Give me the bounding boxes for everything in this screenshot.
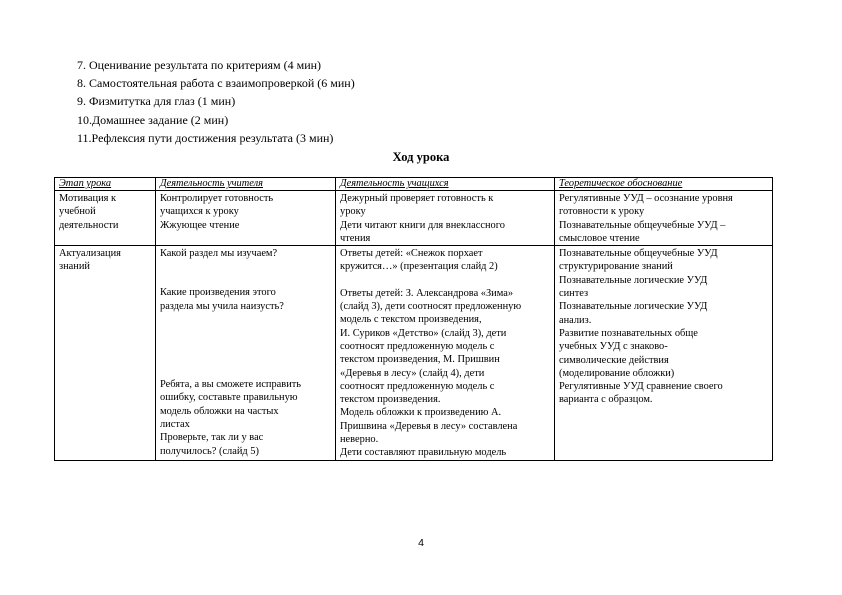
cell-line: раздела мы учила наизусть? xyxy=(160,300,284,312)
table-header-row xyxy=(55,178,773,191)
header-teacher: Деятельность учителя xyxy=(156,178,336,191)
spacer xyxy=(160,326,331,339)
cell-line: соотносят предложенную модель с xyxy=(340,340,495,352)
cell-line: Познавательные логические УУД xyxy=(559,301,708,313)
cell-line: учебной xyxy=(59,206,96,218)
cell-line: Регулятивные УУД сравнение своего xyxy=(559,381,723,393)
cell-line: варианта с образцом. xyxy=(559,394,653,406)
cell-line: синтез xyxy=(559,288,589,300)
spacer xyxy=(160,339,331,352)
cell-line: соотносят предложенную модель с xyxy=(340,380,495,392)
spacer xyxy=(340,274,550,287)
plan-item: 9. Физмитутка для глаз (1 мин) xyxy=(77,94,236,109)
page-number: 4 xyxy=(418,537,424,549)
cell-stage xyxy=(55,191,156,246)
cell-line: Развитие познавательных обще xyxy=(559,327,698,339)
cell-line: модель обложки на частых xyxy=(160,405,279,417)
cell-teacher xyxy=(156,191,336,246)
cell-line: учащихся к уроку xyxy=(160,206,239,218)
spacer xyxy=(160,352,331,365)
cell-line: Дежурный проверяет готовность к xyxy=(340,193,494,204)
cell-line: получилось? (слайд 5) xyxy=(160,445,259,457)
cell-line: анализ. xyxy=(559,314,592,326)
cell-line: Познавательные логические УУД xyxy=(559,274,708,286)
cell-line: Какой раздел мы изучаем? xyxy=(160,248,278,260)
cell-line: Ребята, а вы сможете исправить xyxy=(160,379,302,391)
cell-line: структурирование знаний xyxy=(559,261,673,273)
table-row xyxy=(55,246,773,460)
cell-line: чтения xyxy=(340,232,371,244)
cell-line: текстом произведения, М. Пришвин xyxy=(340,354,500,366)
cell-line: символические действия xyxy=(559,354,669,366)
cell-line: Проверьте, так ли у вас xyxy=(160,432,264,444)
header-stage: Этап урока xyxy=(55,178,156,191)
cell-stage xyxy=(55,246,156,460)
lesson-table xyxy=(54,177,773,461)
cell-line: Актуализация xyxy=(59,248,121,260)
cell-line: неверно. xyxy=(340,434,379,446)
cell-line: знаний xyxy=(59,261,90,273)
cell-theory xyxy=(555,191,773,246)
cell-students xyxy=(336,191,555,246)
plan-item: 8. Самостоятельная работа с взаимопроверкой (6 мин) xyxy=(77,76,355,91)
cell-line: Регулятивные УУД – осознание уровня xyxy=(559,193,733,204)
cell-line: Пришвина «Деревья в лесу» составлена xyxy=(340,420,518,432)
cell-line: Дети читают книги для внеклассного xyxy=(340,219,505,231)
spacer xyxy=(160,260,331,273)
cell-line: текстом произведения. xyxy=(340,394,441,406)
cell-students xyxy=(336,246,555,460)
plan-item: 10.Домашнее задание (2 мин) xyxy=(77,112,229,127)
cell-theory xyxy=(555,246,773,460)
spacer xyxy=(160,365,331,378)
cell-line: готовности к уроку xyxy=(559,206,645,218)
plan-item: 11.Рефлексия пути достижения результата (3 мин) xyxy=(77,130,334,145)
cell-line: листах xyxy=(160,418,190,430)
cell-line: (слайд 3), дети соотносят предложенную xyxy=(340,301,522,313)
cell-line: Ответы детей: З. Александрова «Зима» xyxy=(340,287,514,299)
cell-line: Жжующее чтение xyxy=(160,219,240,231)
header-theory: Теоретическое обоснование xyxy=(555,178,773,191)
cell-line: кружится…» (презентация слайд 2) xyxy=(340,261,498,273)
section-title: Ход урока xyxy=(392,150,450,164)
cell-line: Ответы детей: «Снежок порхает xyxy=(340,248,483,260)
cell-line: деятельности xyxy=(59,219,119,231)
spacer xyxy=(160,273,331,286)
cell-line: Дети составляют правильную модель xyxy=(340,447,507,459)
cell-line: учебных УУД с знаково- xyxy=(559,341,668,353)
spacer xyxy=(160,313,331,326)
cell-line: Модель обложки к произведению А. xyxy=(340,407,502,419)
cell-line: модель с текстом произведения, xyxy=(340,314,482,326)
lesson-plan-list xyxy=(77,56,355,147)
table-row xyxy=(55,191,773,246)
cell-line: И. Суриков «Детство» (слайд 3), дети xyxy=(340,327,507,339)
cell-line: «Деревья в лесу» (слайд 4), дети xyxy=(340,367,485,379)
cell-line: ошибку, составьте правильную xyxy=(160,392,298,404)
cell-teacher xyxy=(156,246,336,460)
cell-line: Мотивация к xyxy=(59,193,117,204)
cell-line: Какие произведения этого xyxy=(160,287,276,299)
plan-item: 7. Оценивание результата по критериям (4 мин) xyxy=(77,58,322,72)
cell-line: уроку xyxy=(340,206,366,218)
cell-line: (моделирование обложки) xyxy=(559,367,675,379)
cell-line: Познавательные общеучебные УУД – xyxy=(559,219,726,231)
cell-line: Познавательные общеучебные УУД xyxy=(559,248,718,260)
cell-line: Контролирует готовность xyxy=(160,193,274,204)
header-students: Деятельность учащихся xyxy=(336,178,555,191)
cell-line: смысловое чтение xyxy=(559,232,640,244)
